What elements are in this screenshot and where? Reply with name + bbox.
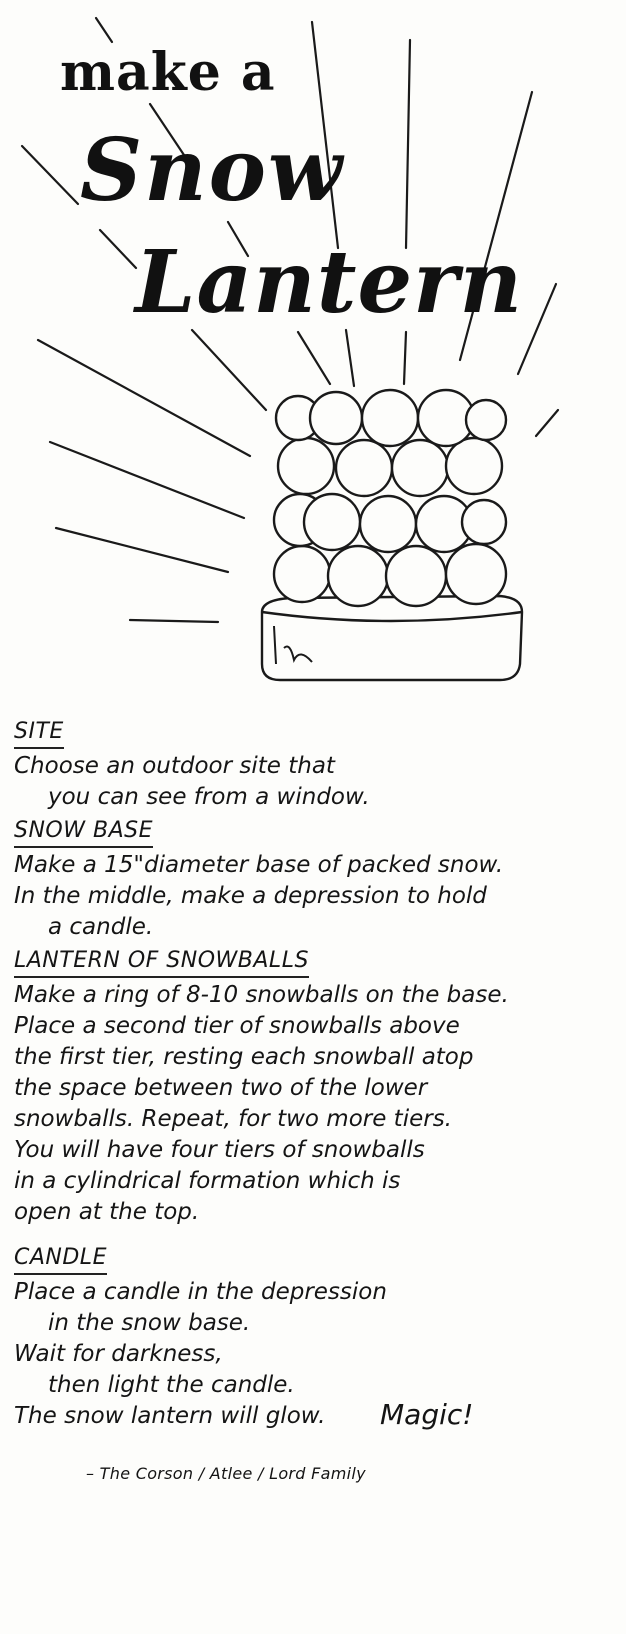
candle-line: in the snow base. (48, 1310, 251, 1336)
section-lantern (14, 947, 614, 1228)
snow-base-line: In the middle, make a depression to hold (14, 883, 487, 909)
section-heading-lantern: LANTERN OF SNOWBALLS (14, 947, 309, 978)
closing-magic: Magic! (380, 1398, 474, 1431)
title-lantern: Lantern (135, 232, 523, 333)
lantern-line: in a cylindrical formation which is (14, 1168, 401, 1194)
snow-lantern-illustration (0, 0, 626, 720)
candle-line: Place a candle in the depression (14, 1279, 387, 1305)
section-heading-snow-base: SNOW BASE (14, 817, 153, 848)
candle-line: The snow lantern will glow. (14, 1403, 326, 1429)
lantern-line: Make a ring of 8-10 snowballs on the base. (14, 982, 509, 1008)
site-line: Choose an outdoor site that (14, 753, 335, 779)
snow-base (262, 596, 522, 680)
instructions (14, 718, 614, 1432)
family-signature: – The Corson / Atlee / Lord Family (86, 1464, 366, 1483)
title-snow: Snow (80, 120, 345, 221)
title-make-a: make a (60, 42, 276, 103)
snow-base-line: a candle. (48, 914, 154, 940)
section-heading-site: SITE (14, 718, 64, 749)
candle-line: Wait for darkness, (14, 1341, 223, 1367)
candle-line: then light the candle. (48, 1372, 295, 1398)
section-candle (14, 1244, 614, 1432)
lantern-line: open at the top. (14, 1199, 200, 1225)
section-site (14, 718, 614, 813)
section-heading-candle: CANDLE (14, 1244, 107, 1275)
site-line: you can see from a window. (48, 784, 370, 810)
section-snow-base (14, 817, 614, 943)
lantern-line: the space between two of the lower (14, 1075, 428, 1101)
lantern-line: You will have four tiers of snowballs (14, 1137, 425, 1163)
snowballs (274, 390, 506, 606)
lantern-line: snowballs. Repeat, for two more tiers. (14, 1106, 452, 1132)
lantern-line: Place a second tier of snowballs above (14, 1013, 460, 1039)
lantern-line: the first tier, resting each snowball atop (14, 1044, 474, 1070)
snow-base-line: Make a 15"diameter base of packed snow. (14, 852, 504, 878)
